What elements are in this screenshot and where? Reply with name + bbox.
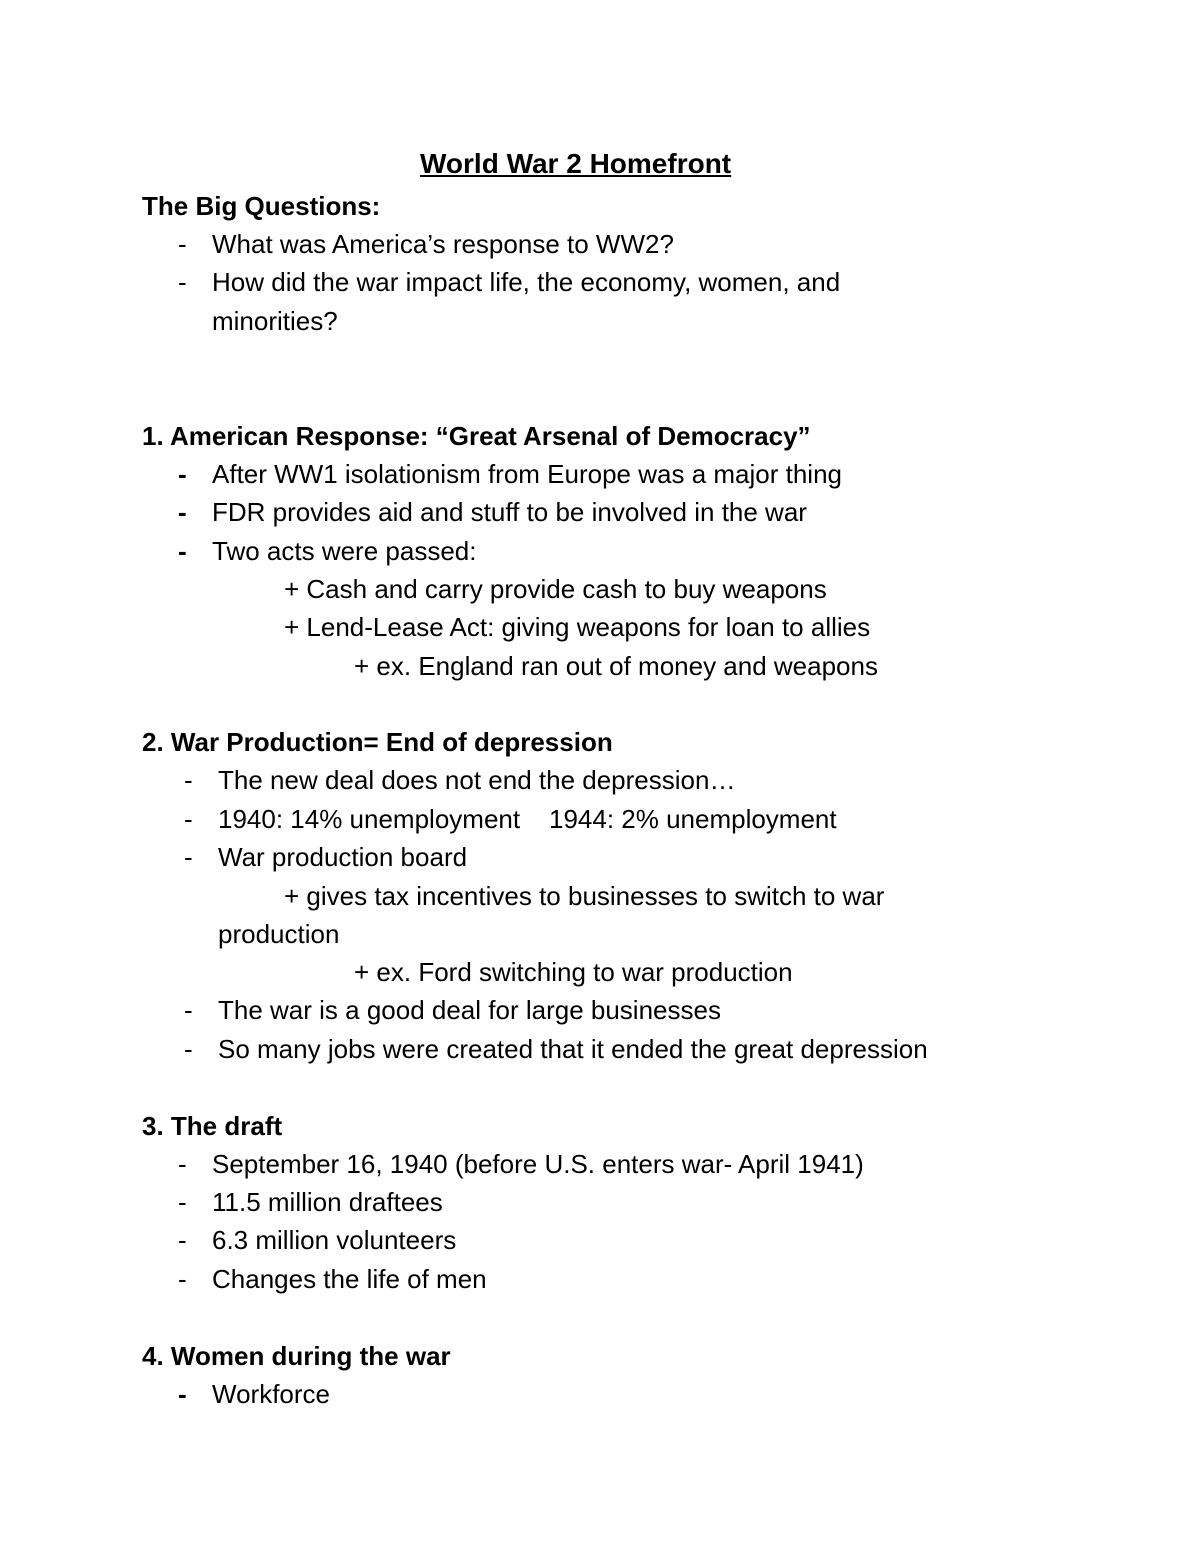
question-2-line-1: How did the war impact life, the economy, women, and <box>212 267 841 297</box>
section-2-heading: 2. War Production= End of depression <box>142 727 613 757</box>
bullet-marker: - <box>178 1264 187 1294</box>
section-2-bullet-1: The new deal does not end the depression… <box>218 765 736 795</box>
section-4-bullet-1: Workforce <box>212 1379 330 1409</box>
section-2-bullet-4: The war is a good deal for large businesses <box>218 995 721 1025</box>
section-2-bullet-3: War production board <box>218 842 468 872</box>
section-1-heading: 1. American Response: “Great Arsenal of Democracy” <box>142 421 811 451</box>
question-1: What was America’s response to WW2? <box>212 229 674 259</box>
section-2-bullet-2: 1940: 14% unemployment 1944: 2% unemployment <box>218 804 837 834</box>
bullet-marker: - <box>178 267 187 297</box>
section-2-sub-1-line-1: + gives tax incentives to businesses to switch to war <box>284 881 885 911</box>
section-1-sub-1: + Cash and carry provide cash to buy weapons <box>284 574 827 604</box>
section-3-bullet-3: 6.3 million volunteers <box>212 1225 457 1255</box>
bullet-marker: - <box>178 1379 187 1409</box>
section-3-bullet-4: Changes the life of men <box>212 1264 487 1294</box>
section-3-heading: 3. The draft <box>142 1111 283 1141</box>
section-1-sub-3: + ex. England ran out of money and weapons <box>354 651 878 681</box>
page-title: World War 2 Homefront <box>420 148 732 179</box>
section-3-bullet-1: September 16, 1940 (before U.S. enters war- April 1941) <box>212 1149 864 1179</box>
bullet-marker: - <box>178 1187 187 1217</box>
bullet-marker: - <box>178 536 187 566</box>
bullet-marker: - <box>184 842 193 872</box>
bullet-marker: - <box>178 459 187 489</box>
bullet-marker: - <box>178 1225 187 1255</box>
bullet-marker: - <box>178 497 187 527</box>
question-2-line-2: minorities? <box>212 306 338 336</box>
bullet-marker: - <box>178 1149 187 1179</box>
section-2-sub-1-line-2: production <box>218 919 340 949</box>
section-4-heading: 4. Women during the war <box>142 1341 451 1371</box>
bullet-marker: - <box>178 229 187 259</box>
bullet-marker: - <box>184 995 193 1025</box>
section-1-bullet-2: FDR provides aid and stuff to be involved in the war <box>212 497 807 527</box>
section-2-sub-2: + ex. Ford switching to war production <box>354 957 793 987</box>
big-questions-heading: The Big Questions: <box>142 191 381 221</box>
bullet-marker: - <box>184 1034 193 1064</box>
bullet-marker: - <box>184 765 193 795</box>
section-1-bullet-1: After WW1 isolationism from Europe was a major thing <box>212 459 842 489</box>
bullet-marker: - <box>184 804 193 834</box>
section-1-bullet-3: Two acts were passed: <box>212 536 477 566</box>
section-2-bullet-5: So many jobs were created that it ended the great depression <box>218 1034 928 1064</box>
section-1-sub-2: + Lend-Lease Act: giving weapons for loan to allies <box>284 612 871 642</box>
section-3-bullet-2: 11.5 million draftees <box>212 1187 443 1217</box>
